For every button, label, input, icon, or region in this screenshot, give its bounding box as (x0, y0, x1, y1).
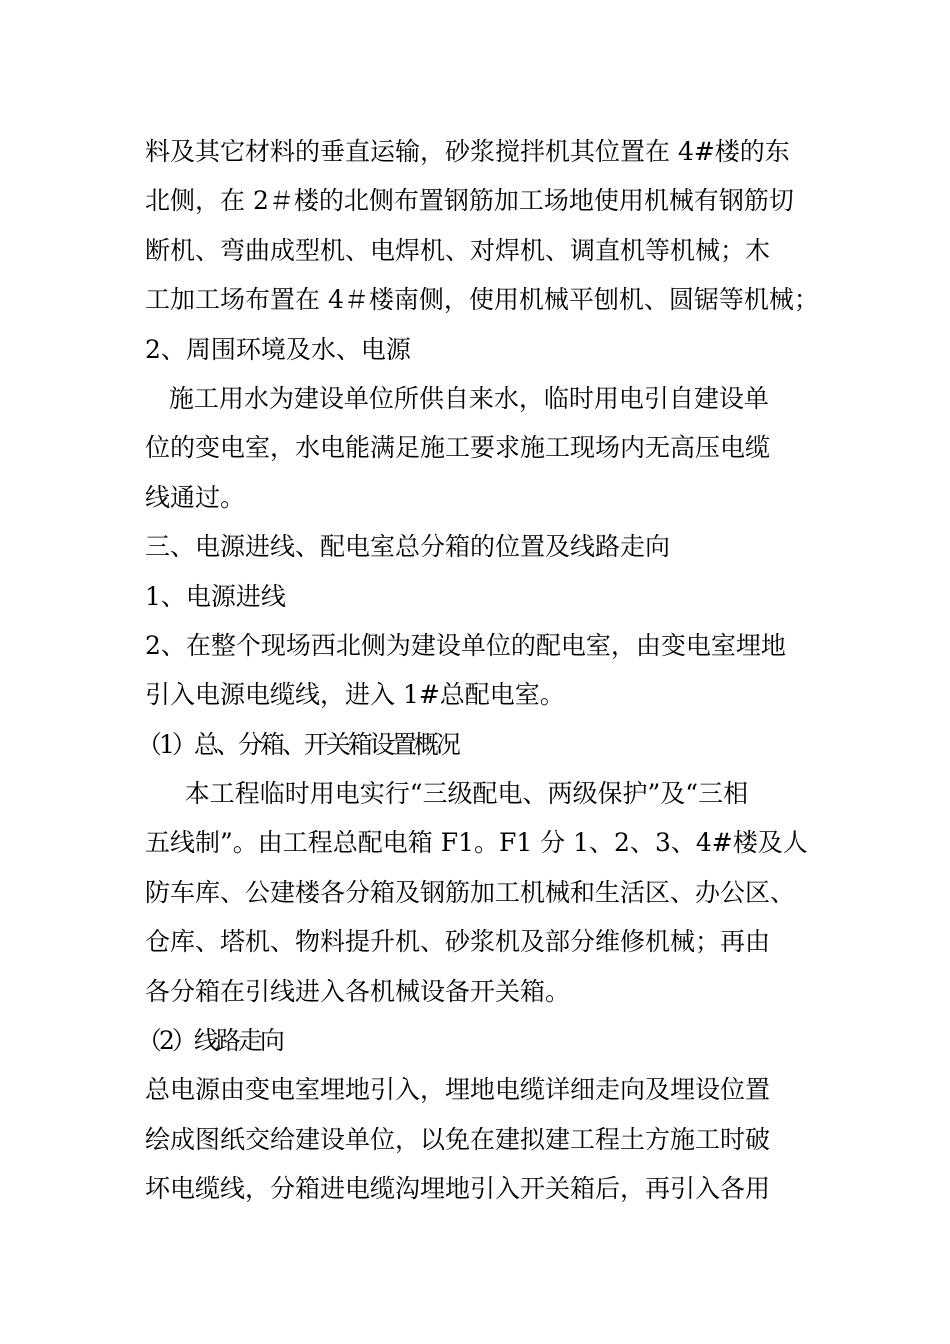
text-line: 料及其它材料的垂直运输，砂浆搅拌机其位置在 4#楼的东 (145, 137, 790, 166)
text-line: 防车库、公建楼各分箱及钢筋加工机械和生活区、办公区、 (145, 877, 796, 907)
text-line: 仓库、塔机、物料提升机、砂浆机及部分维修机械；再由 (145, 927, 771, 957)
document-body (137, 127, 825, 1214)
section-heading: （1）总、分箱、开关箱设置概况 (137, 729, 458, 759)
section-heading: 三、电源进线、配电室总分箱的位置及线路走向 (145, 532, 671, 562)
text-line: 各分箱在引线进入各机械设备开关箱。 (145, 976, 571, 1006)
section-heading: （2）线路走向 (137, 1026, 282, 1056)
text-line: 位的变电室，水电能满足施工要求施工现场内无高压电缆 (145, 433, 771, 463)
text-line: 总电源由变电室埋地引入，埋地电缆详细走向及埋设位置 (145, 1075, 771, 1105)
section-heading: 1、电源进线 (145, 581, 286, 611)
text-line: 线通过。 (145, 482, 246, 512)
text-line: 本工程临时用电实行“三级配电、两级保护”及“三相 (145, 779, 749, 809)
text-line: 坏电缆线，分箱进电缆沟埋地引入开关箱后，再引入各用 (145, 1174, 771, 1204)
text-line: 断机、弯曲成型机、电焊机、对焊机、调直机等机械；木 (145, 235, 771, 265)
text-line: 北侧，在 2＃楼的北侧布置钢筋加工场地使用机械有钢筋切 (145, 186, 794, 216)
text-line: 施工用水为建设单位所供自来水，临时用电引自建设单 (145, 383, 769, 413)
section-heading: 2、周围环境及水、电源 (145, 334, 411, 364)
text-line: 五线制”。由工程总配电箱 F1。F1 分 1、2、3、4#楼及人 (145, 828, 808, 858)
text-line: 工加工场布置在 4＃楼南侧，使用机械平刨机、圆锯等机械； (145, 285, 819, 315)
text-line: 引入电源电缆线，进入 1#总配电室。 (145, 680, 565, 710)
text-line: 2、在整个现场西北侧为建设单位的配电室，由变电室埋地 (145, 630, 786, 660)
text-line: 绘成图纸交给建设单位，以免在建拟建工程土方施工时破 (145, 1124, 771, 1154)
